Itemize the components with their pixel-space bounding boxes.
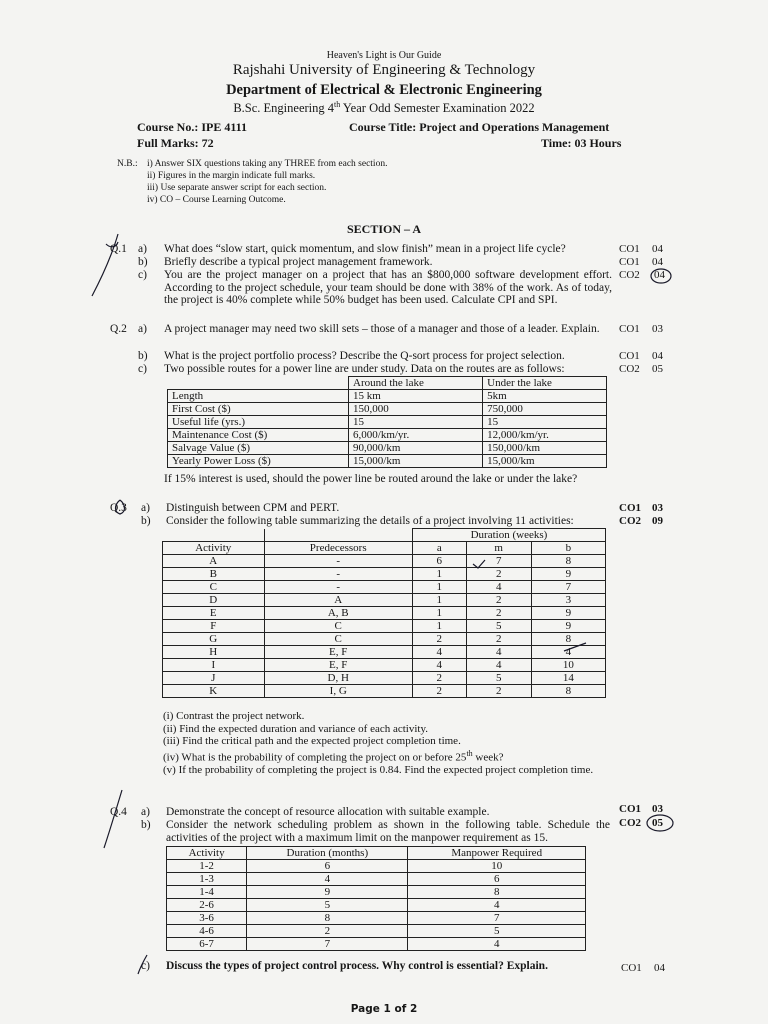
question-number: Q.1: [110, 243, 127, 255]
table-row: Maintenance Cost ($) 6,000/km/yr. 12,000/km/yr.: [168, 429, 607, 442]
part-label: b): [141, 819, 151, 831]
marks: 04: [654, 962, 665, 974]
nb-item: i) Answer SIX questions taking any THREE from each section.: [147, 159, 388, 169]
table-header: Activity: [167, 847, 247, 860]
co-tag: CO1: [621, 962, 642, 974]
full-marks: Full Marks: 72: [137, 136, 214, 150]
co-tag: CO2: [619, 269, 640, 281]
question-number: Q.4: [110, 806, 127, 818]
tick-mark: [473, 560, 485, 568]
part-label: b): [138, 256, 148, 268]
table-header: b: [531, 542, 605, 555]
table-header: Around the lake: [349, 377, 483, 390]
question-number: Q.2: [110, 323, 127, 335]
marks: 04: [652, 350, 663, 362]
question-number: Q.3: [110, 502, 127, 514]
table-row: J D, H 2 5 14: [163, 672, 606, 685]
part-label: b): [141, 515, 151, 527]
course-title: Course Title: Project and Operations Management: [349, 120, 610, 134]
table-row: 6-7 7 4: [167, 938, 586, 951]
table-row: A - 6 7 8: [163, 555, 606, 568]
question-text: Discuss the types of project control process. Why control is essential? Explain.: [166, 960, 548, 972]
table-row: Yearly Power Loss ($) 15,000/km 15,000/km: [168, 455, 607, 468]
question-text: If 15% interest is used, should the power line be routed around the lake or under the lake?: [164, 473, 578, 485]
pen-stroke: [92, 234, 118, 296]
co-tag: CO1: [619, 350, 640, 362]
table-header: Duration (weeks): [412, 529, 605, 542]
question-text: What is the project portfolio process? Describe the Q-sort process for project selection.: [164, 350, 565, 362]
marks: 03: [652, 323, 663, 335]
sub-question: (v) If the probability of completing the project is 0.84. Find the expected project completion time.: [163, 763, 594, 776]
motto: Heaven's Light is Our Guide: [326, 50, 442, 61]
question-text: Consider the following table summarizing the details of a project involving 11 activities:: [166, 515, 574, 527]
table-row: 2-6 5 4: [167, 899, 586, 912]
table-header: Predecessors: [264, 542, 412, 555]
nb-label: N.B.:: [117, 159, 138, 169]
pen-stroke: [138, 955, 147, 974]
co-tag: CO1: [619, 502, 641, 514]
table-row: Useful life (yrs.) 15 15: [168, 416, 607, 429]
co-tag: CO2: [619, 515, 641, 527]
part-label: c): [141, 960, 150, 972]
sub-question: (i) Contrast the project network.: [163, 710, 305, 722]
table-row: First Cost ($) 150,000 750,000: [168, 403, 607, 416]
department-name: Department of Electrical & Electronic Engineering: [226, 82, 542, 98]
question-text: Demonstrate the concept of resource allocation with suitable example.: [166, 806, 490, 818]
page-number: Page 1 of 2: [350, 1003, 418, 1015]
question-text: What does “slow start, quick momentum, and slow finish” mean in a project life cycle?: [164, 243, 566, 255]
pen-stroke: [564, 643, 586, 651]
section-title: SECTION – A: [346, 222, 422, 236]
table-row: H E, F 4 4 4: [163, 646, 606, 659]
co-tag: CO2: [619, 817, 641, 829]
part-label: c): [138, 363, 147, 375]
question-text: Two possible routes for a power line are under study. Data on the routes are as follows:: [164, 363, 565, 375]
table-row: 1-3 4 6: [167, 873, 586, 886]
table-row: Length 15 km 5km: [168, 390, 607, 403]
question-text: Briefly describe a typical project management framework.: [164, 256, 433, 268]
university-name: Rajshahi University of Engineering & Technology: [232, 62, 536, 78]
part-label: a): [141, 806, 150, 818]
marks: 09: [652, 515, 663, 527]
marks: 03: [652, 502, 663, 514]
part-label: a): [138, 323, 147, 335]
question-text: Distinguish between CPM and PERT.: [166, 502, 340, 514]
co-tag: CO2: [619, 363, 640, 375]
co-tag: CO1: [619, 803, 641, 815]
part-label: b): [138, 350, 148, 362]
marks: 04: [652, 243, 663, 255]
part-label: a): [138, 243, 147, 255]
circled-mark: [647, 815, 673, 831]
table-row: Salvage Value ($) 90,000/km 150,000/km: [168, 442, 607, 455]
nb-item: ii) Figures in the margin indicate full marks.: [147, 171, 316, 181]
nb-item: iii) Use separate answer script for each section.: [147, 183, 327, 193]
exam-title: B.Sc. Engineering 4th Year Odd Semester Examination 2022: [233, 100, 535, 116]
question-text: A project manager may need two skill sets – those of a manager and those of a leader. Explain.: [164, 323, 600, 335]
time-allowed: Time: 03 Hours: [541, 136, 622, 150]
course-no: Course No.: IPE 4111: [137, 120, 248, 134]
part-label: a): [141, 502, 150, 514]
marks: 04: [654, 269, 665, 281]
co-tag: CO1: [619, 323, 640, 335]
part-label: c): [138, 269, 147, 281]
table-row: K I, G 2 2 8: [163, 685, 606, 698]
table-header: m: [466, 542, 531, 555]
table-row: E A, B 1 2 9: [163, 607, 606, 620]
table-header: Under the lake: [483, 377, 607, 390]
table-row: D A 1 2 3: [163, 594, 606, 607]
pen-stroke: [116, 500, 125, 514]
table-header: Duration (months): [247, 847, 408, 860]
table-row: B - 1 2 9: [163, 568, 606, 581]
co-tag: CO1: [619, 256, 640, 268]
table-row: G C 2 2 8: [163, 633, 606, 646]
table-row: 3-6 8 7: [167, 912, 586, 925]
table-row: I E, F 4 4 10: [163, 659, 606, 672]
table-header: Activity: [163, 542, 265, 555]
sub-question: (iv) What is the probability of completing the project on or before 25th week?: [163, 748, 504, 764]
circled-mark: [651, 269, 671, 283]
table-row: 1-2 6 10: [167, 860, 586, 873]
marks: 05: [652, 363, 663, 375]
marks: 04: [652, 256, 663, 268]
table-row: 4-6 2 5: [167, 925, 586, 938]
question-text: You are the project manager on a project that has an $800,000 software development effort. According to the project schedule, your team should be done with 38% of the work. As of today, the project is 40% complete while 50% budget has been used. Calculate CPI and SPI.: [164, 269, 612, 306]
table-row: F C 1 5 9: [163, 620, 606, 633]
sub-question: (iii) Find the critical path and the expected project completion time.: [163, 735, 461, 747]
question-text: Consider the network scheduling problem as shown in the following table. Schedule the activities of the project with a maximum limit on the manpower requirement as 15.: [166, 819, 610, 844]
pen-stroke: [106, 242, 118, 247]
table-row: 1-4 9 8: [167, 886, 586, 899]
nb-item: iv) CO – Course Learning Outcome.: [147, 195, 286, 205]
co-tag: CO1: [619, 243, 640, 255]
table-header: Manpower Required: [408, 847, 586, 860]
marks: 03: [652, 803, 663, 815]
table-row: C - 1 4 7: [163, 581, 606, 594]
table-header: a: [412, 542, 466, 555]
pen-stroke: [104, 790, 122, 848]
marks: 05: [652, 817, 663, 829]
sub-question: (ii) Find the expected duration and variance of each activity.: [163, 722, 429, 735]
